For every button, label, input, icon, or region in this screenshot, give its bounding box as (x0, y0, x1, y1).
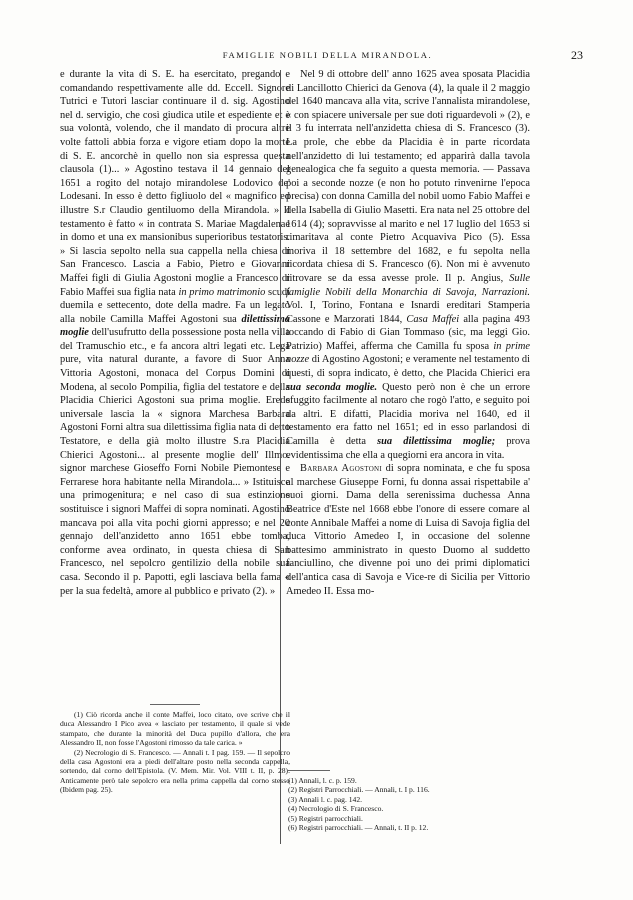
text-run: Nel 9 di ottobre dell' anno 1625 avea sposata Placidia di Lancillotto Chierici da Genova (4), la quale il 2 maggio del 1640 mancava alla vita, scrive l'annalista mirandolese, « con spiacere universale per sue doti riguardevoli » (2), e il 3 fu interrata nell'anzidetta chiesa di S. Francesco (3). La prole, che ebbe da Placidia è in parte ricordata nell'anzidetto di lui testamento; ed apparirà dalla tavola genealogica che fa seguito a questa memoria. — Passava poi a seconde nozze (e non ho potuto rinvenirne l'epoca precisa) con donna Camilla del nobil uomo Fabio Maffei e della Isabella di Giulio Masetti. Era nata nel 25 ottobre del 1614 (4); sopravvisse al marito e nel 17 luglio del 1653 si rimaritava al conte Pietro Acquaviva Pico (5). Essa moriva il 18 settembre del 1682, e fu sepolta nella ricordata chiesa di S. Francesco (6). Non mi è avvenuto ritrovare se da essa avesse prole. Il p. Angius, (286, 69, 530, 284)
footnotes-left (60, 710, 290, 795)
footnote: (4) Necrologio di S. Francesco. (288, 804, 384, 814)
footnotes-right (288, 776, 526, 832)
left-column (60, 68, 290, 598)
footnote: (1) Annali, l. c. p. 159. (288, 776, 357, 785)
text-run: alla pagina 493 toccando di Fabio di Gian Tommaso (sic, ma leggi Gio. Patrizio) Maffei, afferma che Camilla fu sposa (286, 313, 530, 352)
italic-text: Casa Maffei (406, 313, 460, 325)
italic-text: in prime nozze (286, 340, 530, 366)
page-number: 23 (571, 48, 583, 62)
italic-text: in primo matrimonio (178, 286, 266, 298)
footnote: (2) Registri Parrocchiali. — Annali, t. I p. 116. (288, 785, 430, 795)
footnote-rule (288, 770, 330, 771)
footnote: (5) Registri parrocchiali. (288, 813, 363, 823)
right-paragraph-2 (286, 462, 530, 598)
italic-text: sua seconda moglie. (286, 381, 378, 393)
text-run: scudi duemila e settecento, dote della madre. Fa un legato alla nobile Camilla Maffei Agostoni sua (60, 286, 290, 325)
person-name: Barbara Agostoni (300, 463, 383, 475)
text-run: Vol. I, Torino, Fontana e Isnardi ereditari Stamperia Cassone e Marzorati 1844, (286, 300, 530, 325)
text-run: di Agostino Agostoni; e veramente nel testamento di questi, di sopra indicato, è detto, che Placida Chierici era (286, 354, 530, 380)
footnote-rule (150, 704, 200, 705)
text-run: e durante la vita di S. E. ha esercitato, pregando e comandando respettivamente alle dd. Eccell. Signore Tutrici e Tutori lasciar continuare il d. sig. Agostino nel d. servigio, che così giudica utile et espediente et è sua volontà, volendo, che il mandato di procura altre volte fattoli abbia forza e vigore etiam dopo la morte di S. E. ancorchè in quello non sia espressa questa clausola (1)... » Agostino testava il 14 gennaio del 1651 a rogito del notajo mirandolese Lodovico de' Lodesani. In esso è detto figliuolo del « magnifico ed illustre S.r Claudio gentiluomo della Mirandola. » Il testamento è fatto « in contrata S. Mariae Magdalenae in domo et una ex mansionibus superioribus testatoris. » Si lascia sepolto nella sua cappella nella chiesa di San Francesco. Lascia a Fabio, Pietro e Giovanni Maffei figli di Giulia Agostoni moglie a Francesco di Fabio Maffei sua figlia nata (60, 69, 290, 298)
right-column (286, 68, 530, 598)
italic-text: sua dilettissima moglie; (377, 436, 496, 448)
right-paragraph-1 (286, 68, 530, 462)
italic-text: dilettissima moglie (60, 313, 290, 339)
footnote: (1) Ciò ricorda anche il conte Maffei, loco citato, ove scrive che il duca Alessandro I Pico avea « lasciato per testamento, il quale si vede stampato, che durante la minorità del Duca pupillo d'allora, che era Alessandro II, non fosse l'Agostoni rimosso da tale carica. » (60, 710, 290, 748)
left-paragraph (60, 68, 290, 598)
italic-text: Sulle famiglie Nobili della Monarchia di Savoja, Narrazioni. (286, 272, 530, 298)
text-run: dell'usufrutto della possessione posta nella villa del Tramuschio etc., e fa ancora altri legati etc. Lega pure, vita natural durante, a favore di Suor Anna Vittoria Agostoni, monaca del Corpus Domini di Modena, al secolo Pompilia, figlia del testatore e della Placidia Chierici Agostoni sua prima moglie. Erede universale lascia la « signora Marchesa Barbara Agostoni Forni altra sua dilettissima figlia nata di detto Testatore, e della già molto illustre S.ra Placidia Chierici Agostoni... al presente moglie dell' Illmo. signor marchese Gioseffo Forni Nobile Piemontese e Ferrarese hora habitante nella Mirandola... » Istituisce una primogenitura; e nel caso di sua estinzione sostituisce i signori Maffei di sopra nominati. Agostino mancava poi alla vita pochi giorni appresso; e nel 20 gennajo dell'anzidetto anno 1651 ebbe tomba, conforme avea ordinato, in questa chiesa di San Francesco, nel sepolcro gentilizio della nobile sua casa. Secondo il p. Papotti, egli lasciava bella fama « per la sua fedeltà, amore al pubblico e privato (2). » (60, 327, 290, 597)
footnote: (6) Registri parrocchiali. — Annali, t. II p. 12. (288, 823, 429, 833)
footnote: (2) Necrologio di S. Francesco. — Annali t. I pag. 159. — Il sepolcro della casa Agostoni era a piedi dell'altare posto nella seconda cappella, sortendo, dal corno dell'Epistola. (V. Mem. Mir. Vol. VIII t. II, p. 28). Anticamente però tale sepolcro era nella prima cappella dal corno stesso (Ibidem pag. 25). (60, 747, 290, 795)
running-title: FAMIGLIE NOBILI DELLA MIRANDOLA. (222, 50, 433, 60)
text-run: di sopra nominata, e che fu sposa al marchese Giuseppe Forni, fu donna assai rispettabile a' suoi giorni. Dama della serenissima duchessa Anna Beatrice d'Este nel 1668 ebbe l'onore di essere comare al conte Annibale Maffei a nome di Luisa di Savoja figlia del duca Vittorio Amedeo I, in occasione del solenne battesimo amministrato in questo Duomo al suddetto fanciullino, che divenne poi uno dei primi diplomatici dell'antica casa di Savoja e Vice-re di Sicilia per Vittorio Amedeo II. Essa mo- (286, 463, 530, 597)
page-header (60, 50, 595, 64)
footnote: (3) Annali l. c. pag. 142. (288, 794, 363, 804)
text-run: Questo però non è che un errore sfuggito facilmente al notaro che rogò l'atto, e seguito poi da altri. E difatti, Placidia moriva nel 1640, ed il testamento era fatto nel 1651; ed in esso parlandosi di Camilla è detta (286, 381, 530, 448)
text-run: prova evidentissima che ella a quegiorni era ancora in vita. (286, 436, 530, 461)
